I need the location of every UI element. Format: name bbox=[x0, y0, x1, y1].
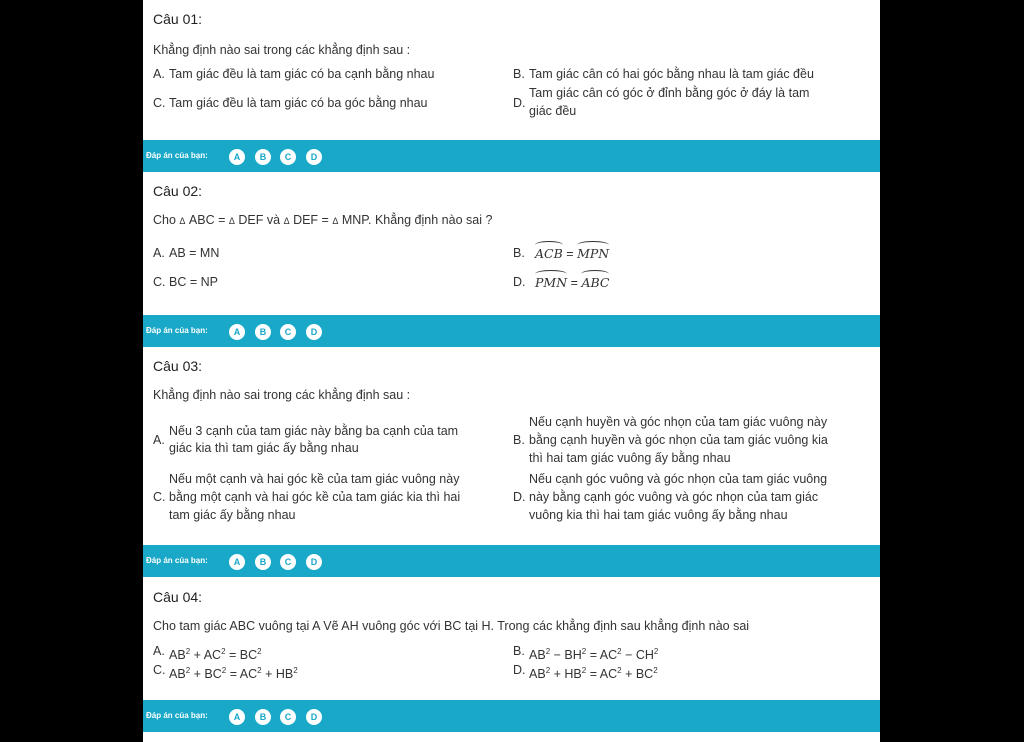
question-1-title: Câu 01: bbox=[153, 11, 203, 27]
option-text: Nếu cạnh huyền và góc nhọn của tam giác vuông này bbox=[529, 415, 828, 429]
prompt-text: MNP. Khẳng định nào sai ? bbox=[341, 213, 493, 227]
q1-choice-c[interactable]: C bbox=[279, 148, 297, 166]
option-text bbox=[529, 662, 658, 683]
option-text: Nếu một cạnh và hai góc kề của tam giác vuông này bbox=[169, 472, 460, 486]
q3-choice-a[interactable]: A bbox=[228, 553, 246, 571]
equals-sign: = bbox=[566, 247, 574, 261]
option-label: C. bbox=[153, 96, 166, 110]
term: = AC bbox=[586, 667, 618, 682]
exponent: 2 bbox=[221, 666, 227, 675]
term: = BC bbox=[225, 648, 258, 663]
question-4-prompt: Cho tam giác ABC vuông tại A Vẽ AH vuông góc với BC tại H. Trong các khẳng định sau khẳng định nào sai bbox=[153, 619, 750, 633]
option-label: C. bbox=[153, 490, 166, 504]
option-label: D. bbox=[513, 96, 526, 110]
question-4-title: Câu 04: bbox=[153, 589, 203, 605]
option-text: giác kia thì tam giác ấy bằng nhau bbox=[169, 441, 359, 455]
angle-abc: ABC bbox=[581, 275, 610, 290]
triangle-symbol: Δ bbox=[332, 216, 339, 226]
term: AB bbox=[529, 648, 546, 663]
exponent: 2 bbox=[545, 666, 551, 675]
option-text: giác đều bbox=[529, 104, 577, 118]
q1-choice-b[interactable]: B bbox=[254, 148, 272, 166]
option-text: tam giác ấy bằng nhau bbox=[169, 508, 296, 522]
option-label: A. bbox=[153, 246, 165, 260]
exponent: 2 bbox=[185, 666, 191, 675]
q2-choice-d[interactable]: D bbox=[305, 323, 323, 341]
exponent: 2 bbox=[581, 647, 587, 656]
answer-bar-label: Đáp án của bạn: bbox=[146, 556, 208, 565]
quiz-page bbox=[143, 0, 880, 742]
angle-pmn: PMN bbox=[535, 275, 568, 290]
term: + BC bbox=[190, 667, 222, 682]
term: + HB bbox=[261, 667, 294, 682]
prompt-text: ABC = bbox=[188, 213, 226, 227]
q2-choice-a[interactable]: A bbox=[228, 323, 246, 341]
option-text bbox=[169, 662, 298, 683]
question-3-title: Câu 03: bbox=[153, 358, 203, 374]
exponent: 2 bbox=[257, 647, 262, 656]
option-label: B. bbox=[513, 433, 525, 447]
exponent: 2 bbox=[617, 647, 622, 656]
term: − BH bbox=[550, 648, 582, 663]
term: − CH bbox=[621, 648, 654, 663]
option-label: A. bbox=[153, 433, 165, 447]
term: + HB bbox=[550, 667, 582, 682]
option-label: B. bbox=[513, 67, 525, 81]
term: + BC bbox=[621, 667, 654, 682]
exponent: 2 bbox=[185, 647, 191, 656]
exponent: 2 bbox=[653, 666, 658, 675]
q3-option-b bbox=[513, 414, 873, 468]
option-text bbox=[535, 274, 609, 292]
option-text: AB = MN bbox=[169, 246, 220, 260]
exponent: 2 bbox=[617, 666, 622, 675]
option-label: D. bbox=[513, 663, 526, 677]
option-label: A. bbox=[153, 644, 165, 658]
angle-mpn: MPN bbox=[577, 246, 610, 261]
option-text bbox=[169, 643, 262, 664]
term: = AC bbox=[586, 648, 618, 663]
option-label: C. bbox=[153, 275, 166, 289]
q3-choice-c[interactable]: C bbox=[279, 553, 297, 571]
answer-bar-label: Đáp án của bạn: bbox=[146, 326, 208, 335]
q3-choice-d[interactable]: D bbox=[305, 553, 323, 571]
option-text: thì hai tam giác vuông ấy bằng nhau bbox=[529, 451, 731, 465]
option-label: D. bbox=[513, 275, 526, 289]
question-3-prompt: Khẳng định nào sai trong các khẳng định sau : bbox=[153, 388, 411, 402]
exponent: 2 bbox=[545, 647, 551, 656]
q3-option-d bbox=[513, 471, 873, 525]
prompt-text: DEF và bbox=[238, 213, 281, 227]
option-label: C. bbox=[153, 663, 166, 677]
q2-choice-c[interactable]: C bbox=[279, 323, 297, 341]
option-text: Nếu 3 cạnh của tam giác này bằng ba cạnh của tam bbox=[169, 424, 459, 438]
term: AB bbox=[169, 667, 186, 682]
q3-option-c bbox=[153, 471, 508, 525]
answer-bar-label: Đáp án của bạn: bbox=[146, 151, 208, 160]
q1-choice-a[interactable]: A bbox=[228, 148, 246, 166]
term: = AC bbox=[226, 667, 258, 682]
option-text bbox=[535, 245, 609, 263]
option-text: BC = NP bbox=[169, 275, 218, 289]
answer-bar-4 bbox=[143, 700, 880, 732]
option-label: A. bbox=[153, 67, 165, 81]
question-1-prompt: Khẳng định nào sai trong các khẳng định sau : bbox=[153, 43, 411, 57]
q1-option-d bbox=[513, 85, 873, 121]
term: AB bbox=[529, 667, 546, 682]
question-2-prompt bbox=[153, 213, 492, 227]
option-label: D. bbox=[513, 490, 526, 504]
exponent: 2 bbox=[221, 647, 226, 656]
option-label: B. bbox=[513, 644, 525, 658]
triangle-symbol: Δ bbox=[283, 216, 290, 226]
prompt-text: Cho bbox=[153, 213, 176, 227]
option-text: này bằng cạnh góc vuông và góc nhọn của tam giác bbox=[529, 490, 819, 504]
q1-choice-d[interactable]: D bbox=[305, 148, 323, 166]
option-label: B. bbox=[513, 246, 525, 260]
option-text: bằng cạnh huyền và góc nhọn của tam giác vuông kia bbox=[529, 433, 828, 447]
triangle-symbol: Δ bbox=[228, 216, 235, 226]
q4-choice-b[interactable]: B bbox=[254, 708, 272, 726]
q2-choice-b[interactable]: B bbox=[254, 323, 272, 341]
option-text: Tam giác đều là tam giác có ba cạnh bằng nhau bbox=[169, 67, 435, 81]
option-text: vuông kia thì hai tam giác vuông ấy bằng nhau bbox=[529, 508, 788, 522]
exponent: 2 bbox=[581, 666, 587, 675]
answer-bar-2 bbox=[143, 315, 880, 347]
q4-choice-d[interactable]: D bbox=[305, 708, 323, 726]
exponent: 2 bbox=[653, 647, 659, 656]
equals-sign: = bbox=[570, 276, 578, 290]
q3-option-a bbox=[153, 423, 508, 459]
answer-bar-1 bbox=[143, 140, 880, 172]
option-text: Tam giác cân có hai góc bằng nhau là tam giác đều bbox=[529, 67, 814, 81]
answer-bar-3 bbox=[143, 545, 880, 577]
term: + AC bbox=[190, 648, 222, 663]
prompt-text: DEF = bbox=[293, 213, 329, 227]
triangle-symbol: Δ bbox=[179, 216, 186, 226]
q4-choice-c[interactable]: C bbox=[279, 708, 297, 726]
option-text: Tam giác đều là tam giác có ba góc bằng nhau bbox=[169, 96, 428, 110]
option-text: bằng một cạnh và hai góc kề của tam giác kia thì hai bbox=[169, 490, 461, 504]
option-text: Nếu cạnh góc vuông và góc nhọn của tam giác vuông bbox=[529, 472, 828, 486]
option-text: Tam giác cân có góc ở đỉnh bằng góc ở đáy là tam bbox=[529, 86, 810, 100]
term: AB bbox=[169, 648, 186, 663]
angle-acb: ACB bbox=[535, 246, 563, 261]
option-text bbox=[529, 643, 658, 664]
exponent: 2 bbox=[293, 666, 298, 675]
exponent: 2 bbox=[257, 666, 262, 675]
question-2-title: Câu 02: bbox=[153, 183, 203, 199]
answer-bar-label: Đáp án của bạn: bbox=[146, 711, 208, 720]
q4-choice-a[interactable]: A bbox=[228, 708, 246, 726]
q3-choice-b[interactable]: B bbox=[254, 553, 272, 571]
